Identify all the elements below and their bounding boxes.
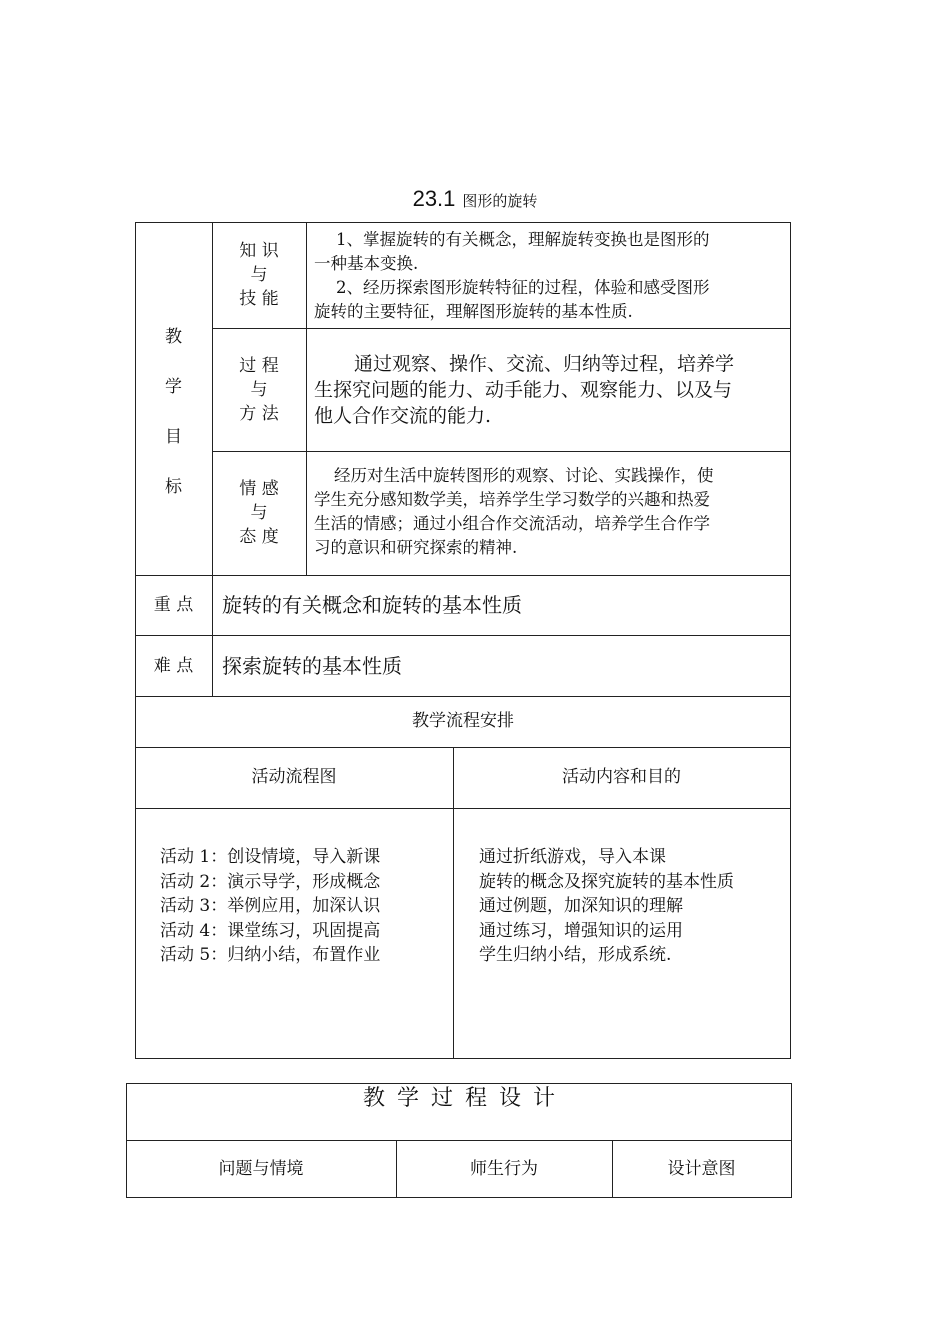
key-point-content: 旋转的有关概念和旋转的基本性质: [222, 593, 522, 617]
knowledge-skills-label: [212, 239, 306, 311]
label-line: 过 程: [239, 356, 279, 376]
content-line: 经历对生活中旋转图形的观察、讨论、实践操作，使: [334, 466, 714, 485]
process-col-intent: 设计意图: [667, 1159, 736, 1179]
label-line: 与: [250, 503, 268, 523]
table1-right-border: [790, 222, 791, 1059]
label-line: 方 法: [239, 404, 279, 424]
flow-heading: 教学流程安排: [412, 711, 514, 731]
process-methods-content: [314, 351, 786, 429]
content-line: 他人合作交流的能力.: [314, 405, 492, 427]
table2-row-divider: [126, 1140, 792, 1141]
title-number: 23.1: [412, 186, 456, 211]
knowledge-skills-content: [314, 228, 786, 324]
content-line: 旋转的主要特征，理解图形旋转的基本性质.: [314, 302, 633, 321]
attitude-label: [212, 477, 306, 549]
content-line: 习的意识和研究探索的精神.: [314, 538, 518, 557]
row-divider-f: [135, 747, 791, 748]
list-item: 通过练习，增强知识的运用: [479, 920, 683, 941]
section-label-char: 标: [165, 477, 182, 497]
label-line: 与: [250, 380, 268, 400]
list-item: 活动 2：演示导学，形成概念: [160, 871, 381, 892]
flow-col-right-header: 活动内容和目的: [562, 767, 681, 787]
table2-bottom-border: [126, 1197, 792, 1198]
section-label-char: 学: [165, 377, 182, 397]
section-label-char: 教: [165, 327, 182, 347]
content-line: 生活的情感；通过小组合作交流活动，培养学生合作学: [314, 514, 710, 533]
label-line: 技 能: [239, 289, 279, 309]
row-divider-g: [135, 808, 791, 809]
list-item: 通过例题，加深知识的理解: [479, 896, 683, 916]
list-item: 活动 3：举例应用，加深认识: [160, 896, 381, 916]
flow-col-left-header: 活动流程图: [251, 767, 337, 787]
content-line: 1、掌握旋转的有关概念，理解旋转变换也是图形的: [336, 230, 710, 249]
difficulty-label: 难 点: [153, 656, 194, 676]
attitude-content: [314, 464, 788, 560]
process-col-problem: 问题与情境: [218, 1159, 304, 1179]
activity-list: [160, 845, 450, 968]
label-line: 情 感: [239, 479, 279, 499]
content-line: 通过观察、操作、交流、归纳等过程，培养学: [354, 353, 735, 375]
list-item: 活动 4：课堂练习，巩固提高: [160, 920, 381, 941]
process-methods-label: [212, 354, 306, 426]
label-line: 知 识: [239, 241, 279, 261]
list-item: 活动 1：创设情境，导入新课: [160, 847, 381, 867]
title-text: 图形的旋转: [462, 192, 538, 210]
content-line: 生探究问题的能力、动手能力、观察能力、以及与: [314, 379, 733, 401]
row-divider-e: [135, 696, 791, 697]
list-item: 通过折纸游戏，导入本课: [479, 847, 666, 867]
objectives-section-label: [135, 312, 212, 512]
row-divider-d: [135, 635, 791, 636]
list-item: 旋转的概念及探究旋转的基本性质: [479, 871, 734, 892]
page-title: [0, 184, 950, 216]
content-line: 2、经历探索图形旋转特征的过程，体验和感受图形: [336, 278, 710, 297]
row-divider-a: [212, 328, 791, 329]
purpose-list: [479, 845, 784, 968]
table1-col-divider-2: [306, 222, 307, 575]
content-line: 学生充分感知数学美，培养学生学习数学的兴趣和热爱: [314, 490, 710, 509]
table1-top-border: [135, 222, 791, 223]
table1-col-divider-3: [453, 747, 454, 1059]
list-item: 活动 5：归纳小结，布置作业: [160, 945, 381, 965]
row-divider-c: [135, 575, 791, 576]
list-item: 学生归纳小结，形成系统.: [479, 945, 672, 965]
key-point-label: 重 点: [153, 595, 194, 615]
section-label-char: 目: [165, 427, 182, 447]
table1-bottom-border: [135, 1058, 791, 1059]
process-col-behavior: 师生行为: [470, 1159, 538, 1179]
row-divider-b: [212, 451, 791, 452]
process-heading: 教学过程设计: [362, 1086, 567, 1111]
label-line: 与: [250, 265, 268, 285]
content-line: 一种基本变换.: [314, 254, 419, 273]
difficulty-content: 探索旋转的基本性质: [222, 654, 402, 678]
label-line: 态 度: [239, 527, 279, 547]
